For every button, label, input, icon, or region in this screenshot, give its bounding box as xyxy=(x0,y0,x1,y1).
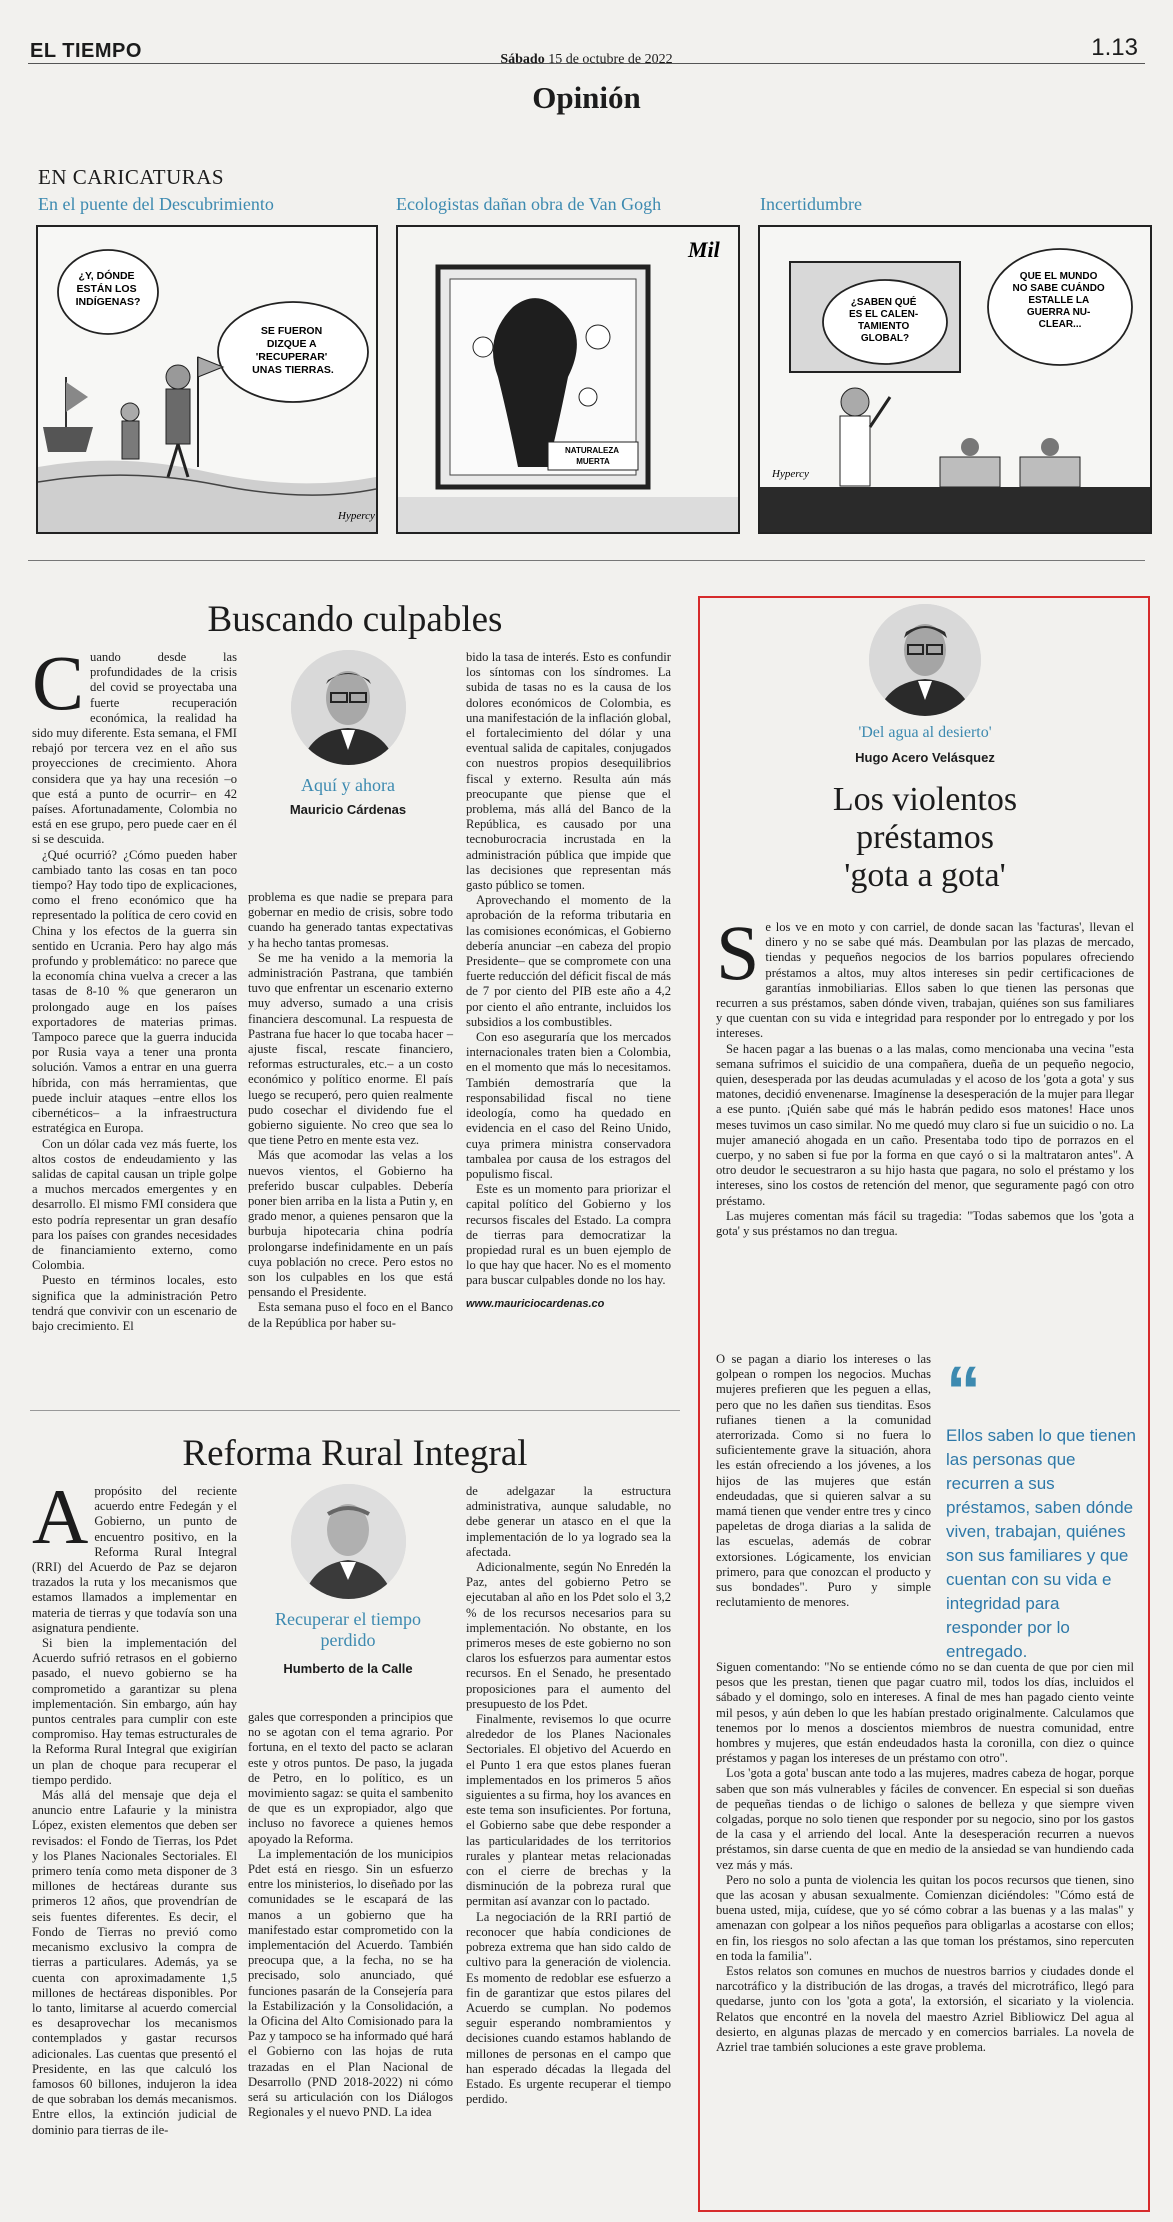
article1-col1-p1: ¿Qué ocurrió? ¿Cómo pueden haber cambiado tanto las cosas en tan poco tiempo? Hay todo tipo de explicaciones, como el freno económico que ha representado la política de cero covid en China y los efectos de la guerra sin sentido en Ucrania. Pero hay algo más profundo y problemático: no parece que la economía china vuelva a crecer a las tasas de 8-10 % que generaron un prolongado auge en los países exportadores de materias primas. Tampoco parece que la guerra inducida por Rusia vaya a tener una pronta solución. Vamos a entrar en una guerra híbrida, con más herramientas, que puede incluir ataques –entre ellos los cibernéticos– a la infraestructura estratégica en Europa. xyxy=(32,847,237,1136)
page-number: 1.13 xyxy=(1091,34,1138,61)
cartoon-signature-1: Hypercy xyxy=(338,510,375,522)
article2-column-name: Recuperar el tiempo perdido xyxy=(275,1609,421,1650)
article2-col3-p3: La negociación de la RRI partió de reconocer que había condiciones de pobreza extrema que han sido caldo de cultivo para la generación de violencia. Es momento de redoblar ese esfuerzo a fin de garantizar que estos pilares del Acuerdo se cumplan. No podemos seguir esperando nombramientos y decisiones cuando estamos hablando de millones de personas en el campo que han esperado décadas la llegada del Estado. Es urgente recuperar el tiempo perdido. xyxy=(466,1909,671,2107)
cartoon-caption-3: Incertidumbre xyxy=(760,194,862,214)
article1-col2-p0: problema es que nadie se prepara para gobernar en medio de crisis, sobre todo cuando ha generado tantas expectativas y ha hecho tantas promesas. xyxy=(248,890,453,950)
article3-title: Los violentos préstamos 'gota a gota' xyxy=(832,781,1018,894)
article2-col1-p2: Más allá del mensaje que deja el anuncio entre Lafaurie y la ministra López, existen elementos que deben ser revisados: el Fondo de Tierras, los Pdet y los Planes Nacionales Sectoriales. El primero tenía como meta disponer de 3 millones de hectáreas durante sus primeros 12 años, que provendrían de seis fuentes diferentes. Es decir, el Fondo de Tierras no previó como mecanismo exclusivo la compra de tierras a particulares. Además, ya se cuenta con aproximadamente 1,5 millones de hectáreas disponibles. Por lo tanto, limitarse al acuerdo comercial es desaprovechar los mecanismos contemplados y gastar recursos adicionales. Las cuentas que presentó el Presidente, en las que calculó los famosos 60 billones, indujeron la idea de que sobraban los demás mecanismos. Entre ellos, la extinción judicial de dominio para tierras de ile- xyxy=(32,1788,237,2137)
article2-col1-p1: Si bien la implementación del Acuerdo sufrió retrasos en el gobierno pasado, el nuevo gobierno se ha comprometido a garantizar su plena implementación. Sin embargo, aún hay puntos centrales para cumplir con este compromiso. Hay temas estructurales de la Reforma Rural Integral que exigirían un plan de choque para recuperar el tiempo perdido. xyxy=(32,1636,237,1787)
article3-narrow-p: O se pagan a diario los intereses o las golpean o rompen los negocios. Muchas mujeres prefieren que les peguen a ellas, pero que no les dañen sus tienditas. Esos rufianes tienen a la comunidad aterrorizada. Como si no fuera lo suficientemente grave la situación, ahora les están ofreciendo a los jóvenes, a los hijos de las mujeres que están endeudadas, que si quieren salvar a su mamá tienen que vender entre tres y cinco papeletas de droga diarias a la salida de las escuelas, además de cobrar extorsiones. Lógicamente, los envician primero, para que conozcan el producto y sus bondades". Puro y simple reclutamiento de menores. xyxy=(716,1352,931,1610)
quote-mark-icon: “ xyxy=(946,1352,981,1430)
article2-author-portrait xyxy=(291,1484,406,1599)
article3-p1: Se hacen pagar a las buenas o a las malas, como mencionaba una vecina "esta semana sufrimos el suicidio de una compañera, dueña de un pequeño negocio, quien, desesperada por las deudas acumuladas y el acoso de los 'gota a gota' y sus matones, decidió envenenarse. Imagínense la desesperación de la mujer para llegar a ese punto. ¡Quién sabe qué más le habrán pedido esos matones! Hace unos meses tuvimos un caso similar. No me quedó muy claro si fue un suicidio o no. La mujer amaneció ahogada en un caño. Presentaba todo tipo de porrazos en el cuerpo, y no saben si fue por la forma en que cayó o si la maltrataron antes". A otro deudor le secuestraron a su hijo hasta que pagara, no solo el préstamo y los intereses, sino los costos de retención del menor, que seguramente pagó con otro préstamo. xyxy=(716,1041,1134,1208)
article1-col2-p2: Más que acomodar las velas a los nuevos vientos, el Gobierno ha preferido buscar culpables. Debería poner bien arriba en la lista a Putin y, en grado menor, a quienes pensaron que la burbuja hipotecaria china podría prolongarse indefinidamente en un país cuya población no crece. Pero estos no son los culpables en los que está pensando el Presidente. xyxy=(248,1148,453,1300)
article2-col1 xyxy=(32,1473,237,2138)
article1-col3-p0: bido la tasa de interés. Esto es confundir los síntomas con los síndromes. La subida de tasas no es la causa de los dolores económicos de Colombia, es una manifestación de la inflación global, el fortalecimiento del dólar y una eventual salida de capitales, conjugados con nuestros propios desequilibrios fiscal y externo. Resulta aún más preocupante que piense que el problema, más allá del Banco de la República, es causado por una tecnoburocracia incrustada en la administración pública que impide que las decisiones que representan más gasto público se tomen. xyxy=(466,650,671,893)
article3-p4: Los 'gota a gota' buscan ante todo a las mujeres, madres cabeza de hogar, porque saben que son más vulnerables y fáciles de convencer. En especial si son dueñas de pequeñas tiendas o de lichigo o salones de belleza y que siempre viven colgadas, porque no solo tienen que responder por su negocio, sino por los gastos de la casa y el arriendo del local. Ante la desesperación recurren a nuevos préstamos, sin darse cuenta de que en medio de la ansiedad se van hundiendo cada vez más y más. xyxy=(716,1766,1134,1872)
date-rest: 15 de octubre de 2022 xyxy=(548,52,673,67)
article1-author: Mauricio Cárdenas xyxy=(289,802,407,817)
article3-p5: Pero no solo a punta de violencia les quitan los pocos recursos que tienen, sino que las acosan y abusan sexualmente. Comienzan diciéndoles: "Cómo está de buena usted, mija, cuídese, que yo sé cómo cobrar a las buenas y a las malas" y amenazan con golpear a los niños pequeños para obligarlas a acostarse con ellos; en fin, los riesgos no solo afectan a las que toman los préstamos, sino repercuten en toda la familia". xyxy=(716,1872,1134,1963)
article3-p2: Las mujeres comentan más fácil su tragedia: "Todas sabemos que los 'gota a gota' y sus préstamos no dan tregua. xyxy=(716,1208,1134,1239)
article1-col3-p1: Aprovechando el momento de la aprobación de la reforma tributaria en las comisiones económicas, el Gobierno debería anunciar –en cabeza del propio Presidente– que se compromete con una fuerte reducción del déficit fiscal de más de 7 por ciento del PIB este año a 4,2 por ciento el año entrante, incluidos los subsidios a los combustibles. xyxy=(466,893,671,1029)
cartoon-panel-1 xyxy=(36,225,378,534)
article2-col3 xyxy=(466,1484,671,2107)
cartoon-signature-2: Mil xyxy=(688,237,720,262)
article2-col3-p1: Adicionalmente, según No Enredén la Paz, antes del gobierno Petro se ejecutaban al año en los Pdet solo el 3,2 % de los recursos necesarios para su implementación. No obstante, en los primeros meses de este gobierno no son claros los esfuerzos para aumentar estos recursos. En el Senado, he presentado proposiciones para el aumento del presupuesto de los Pdet. xyxy=(466,1560,671,1711)
article2-col1-p0: Apropósito del reciente acuerdo entre Fedegán y el Gobierno, un punto de encuentro positivo, en la Reforma Rural Integral (RRI) del Acuerdo de Paz se dejaron trazados la ruta y los mecanismos que estamos llamados a implementar en materia de tierras y que todavía son una asignatura pendiente. xyxy=(32,1473,237,1635)
pull-quote xyxy=(946,1352,1136,1664)
article3-narrow-text xyxy=(716,1352,931,1610)
article1-col1-p0: Cuando desde las profundidades de la crisis del covid se proyectaba una fuerte recuperación económica, la realidad ha sido muy diferente. Esta semana, el FMI rebajó por tercera vez en el año sus proyecciones de crecimiento. Ahora considera que ya hay una recesión –o que está a punto de ocurrir– en 42 países. Afortunadamente, Colombia no está en ese grupo, pero puede caer en él si se descuida. xyxy=(32,639,237,847)
article1-col3 xyxy=(466,650,671,1312)
issue-date xyxy=(0,52,1173,68)
cartoon-drawing-2 xyxy=(398,227,738,532)
article1-author-box xyxy=(248,650,448,817)
article3-author-box xyxy=(710,604,1140,895)
article1-col1 xyxy=(32,639,237,1334)
cartoon-caption-2: Ecologistas dañan obra de Van Gogh xyxy=(396,194,662,214)
article3-top-text xyxy=(716,909,1134,1239)
bubble-1a: ¿Y, DÓNDE xyxy=(78,270,135,282)
article1-column-name: Aquí y ahora xyxy=(301,775,395,795)
section-divider xyxy=(28,560,1145,561)
painting-plaque: NATURALEZA xyxy=(564,446,619,455)
article2-dropcap: A xyxy=(32,1473,89,1560)
section-title: Opinión xyxy=(532,80,641,115)
cartoon-drawing-1 xyxy=(38,227,376,532)
svg-text:¿SABEN QUÉ ES EL CALEN-: ¿SABEN QUÉ ES EL CALEN- TAMIENTO GLOBAL? xyxy=(848,297,919,344)
cartoon-caption-1: En el puente del Descubrimiento xyxy=(38,194,274,214)
svg-text:¿Y, DÓNDE ESTÁN LOS: ¿Y, DÓNDE ESTÁN LOS INDÍGENAS? xyxy=(75,270,141,308)
date-weekday: Sábado xyxy=(500,52,545,67)
article1-col2-p1: Se me ha venido a la memoria la administración Pastrana, que también tuvo que enfrentar un escenario externo muy adverso, sumado a una crisis financiera descomunal. La respuesta de Pastrana fue hacer lo que tocaba hacer –ajuste fiscal, rescate financiero, reformas estructurales, etc.– a un costo económico y político enorme. El país luego se recuperó, pero quien realmente pudo cosechar el dividendo fue el gobierno siguiente. No creo que sea lo que tiene Petro en mente esta vez. xyxy=(248,950,453,1148)
article3-dropcap: S xyxy=(716,909,760,996)
article-separator xyxy=(30,1410,680,1411)
article2-col2 xyxy=(248,1710,453,2120)
article2-col3-p2: Finalmente, revisemos lo que ocurre alrededor de los Planes Nacionales Sectoriales. El objetivo del Acuerdo en el Punto 1 era que estos planes fueran implementados en los primeros 5 años siguientes a su firma, hoy los avances en este tema son insuficientes. Por fortuna, el Gobierno sabe que debe responder a las particularidades de los territorios rurales y plantear metas relacionadas con el cierre de brechas y la disminución de la pobreza rural que permitan así avanzar con lo pactado. xyxy=(466,1712,671,1909)
svg-text:QUE EL MUNDO NO SABE CUÁ: QUE EL MUNDO NO SABE CUÁNDO ESTALLE LA GUERRA NU- CLEAR... xyxy=(1012,271,1105,330)
article2-author: Humberto de la Calle xyxy=(283,1661,413,1676)
article2-title: Reforma Rural Integral xyxy=(182,1433,528,1474)
article1-col2 xyxy=(248,890,453,1331)
article3-author-portrait xyxy=(869,604,981,716)
article1-title: Buscando culpables xyxy=(207,599,503,640)
article3-column-name: 'Del agua al desierto' xyxy=(858,724,992,741)
article1-author-portrait xyxy=(291,650,406,765)
article1-website[interactable]: www.mauriciocardenas.co xyxy=(466,1297,605,1310)
cartoon-signature-3: Hypercy xyxy=(772,468,809,480)
cartoon-drawing-3 xyxy=(760,227,1150,532)
article3-p0: Se los ve en moto y con carriel, de donde sacan las 'facturas', llevan el dinero y no se sabe qué más. Deambulan por las plazas de mercado, tiendas y pequeños negocios de los barrios populares ofreciendo préstamos a altos, muy altos intereses sin pedir certificaciones de garantías inmobiliarias. Ellos saben lo que tienen las personas que recurren a sus préstamos, saben dónde viven, trabajan, quiénes son sus familiares y que cuentan con su vida e integridad para responder por lo entregado y por los intereses. xyxy=(716,909,1134,1041)
article3-bottom-text xyxy=(716,1660,1134,2055)
article2-col2-p1: La implementación de los municipios Pdet está en riesgo. Sin un esfuerzo entre los ministerios, lo diseñado por las comunidades se le escapará de las manos a un gobierno que ha manifestado estar comprometido con la implementación del Acuerdo. También preocupa que, a la fecha, no se ha precisado, solo anunciado, qué funciones pasarán de la Consejería para la Estabilización y la Consolidación, a la Oficina del Alto Comisionado para la Paz y tampoco se ha informado qué hará el Gobierno con las hojas de ruta trazadas en el Plan Nacional de Desarrollo (PND 2018-2022) ni cómo será su articulación con los Diálogos Regionales y el nuevo PND. La idea xyxy=(248,1846,453,2120)
article1-col1-p2: Con un dólar cada vez más fuerte, los altos costos de endeudamiento y las salidas de capital causan un triple golpe a muchos mercados emergentes y en desarrollo. El mismo FMI considera que esto podría representar un gran desafío para los países con grandes necesidades de financiamiento externo, como Colombia. xyxy=(32,1136,237,1273)
article2-col2-p0: gales que corresponden a principios que no se agotan con el tema agrario. Por fortuna, en el texto del pacto se aclaran este y otros puntos. De paso, la jugada de Petro, en lo político, es un movimiento sagaz: se quita el sambenito de que es un expropiador, algo que incluso no favorece a quienes hemos apoyado la Reforma. xyxy=(248,1710,453,1846)
pull-quote-text: Ellos saben lo que tienen las personas que recurren a sus préstamos, saben dónde viven, trabajan, quiénes son sus familiares y que cuentan con su vida e integridad para responder por lo entregado. xyxy=(946,1426,1136,1661)
article1-dropcap: C xyxy=(32,639,85,726)
article2-col3-p0: de adelgazar la estructura administrativa, aunque saludable, no debe generar un atasco en el que la implementación de lo ya logrado sea la afectada. xyxy=(466,1484,671,1559)
article2-author-box xyxy=(248,1484,448,1676)
article3-p6: Estos relatos son comunes en muchos de nuestros barrios y ciudades donde el narcotráfico y la distribución de las drogas, a través del microtráfico, llegó para quedarse, junto con los 'gota a gota', la extorsión, el sicariato y la violencia. Relatos que encontré en la novela del maestro Azriel Bibliowicz Del agua al desierto, en algunas plazas de mercado y en comercios barriales. La novela de Azriel trae también soluciones a este grave problema. xyxy=(716,1964,1134,2055)
cartoon-panel-3 xyxy=(758,225,1152,534)
article1-col1-p3: Puesto en términos locales, esto significa que la administración Petro tendrá que convivir con un escenario de bajo crecimiento. El xyxy=(32,1273,237,1333)
newspaper-name: EL TIEMPO xyxy=(30,40,142,62)
article3-p3: Siguen comentando: "No se entiende cómo no se dan cuenta de que por cien mil pesos que les prestan, tienen que pagar cuatro mil, todos los días, incluidos el sábado y el domingo, solo en intereses. A final de mes han pagado ciento veinte mil pesos, y aún deben lo que les habían prestado originalmente. Calculamos que tenemos por lo menos a doscientos miembros de nuestra comunidad, entre hombres y mujeres, que están endeudados hasta la coronilla, con diez o quince préstamos y pagan los intereses de un préstamo con otro". xyxy=(716,1660,1134,1766)
cartoons-heading: EN CARICATURAS xyxy=(38,165,225,189)
article1-col3-p2: Con eso aseguraría que los mercados internacionales traten bien a Colombia, en el momento que más lo necesitamos. También demostraría que la responsabilidad fiscal no tiene ideología, como ha quedado en evidencia en el caso del Reino Unido, cuya primera ministra conservadora tambalea por causa de los estragos del populismo fiscal. xyxy=(466,1030,671,1181)
article1-col2-p3: Esta semana puso el foco en el Banco de la República por haber su- xyxy=(248,1300,453,1330)
article1-col3-p3: Este es un momento para priorizar el capital político del Gobierno y los recursos fiscales del Estado. La compra de tierras para democratizar la propiedad rural es un buen ejemplo de lo que hay que hacer. No es el momento para buscar culpables donde no los hay. xyxy=(466,1182,671,1288)
article3-author: Hugo Acero Velásquez xyxy=(855,750,995,765)
svg-text:NATURALEZA MUERTA: NATURALEZA MUERTA xyxy=(564,446,619,466)
cartoon-panel-2 xyxy=(396,225,740,534)
svg-text:SE FUERON DIZQUE A: SE FUERON DIZQUE A 'RECUPERAR' UNAS TIERRAS. xyxy=(252,325,334,376)
